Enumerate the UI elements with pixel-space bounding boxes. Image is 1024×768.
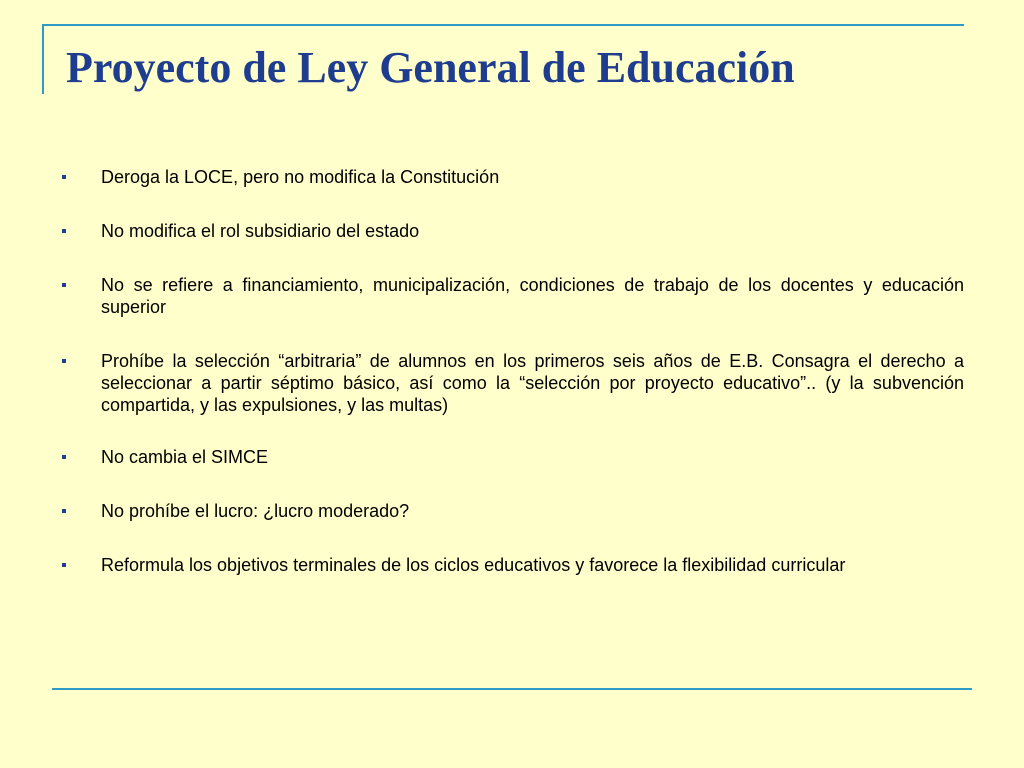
square-bullet-icon <box>62 229 66 233</box>
bullet-item <box>60 274 964 318</box>
bullet-item <box>60 500 964 522</box>
square-bullet-icon <box>62 509 66 513</box>
bullet-text: Reformula los objetivos terminales de los ciclos educativos y favorece la flexibilidad curricular <box>101 555 846 575</box>
slide-title: Proyecto de Ley General de Educación <box>66 43 795 92</box>
bullet-item <box>60 350 964 416</box>
square-bullet-icon <box>62 283 66 287</box>
title-frame-left-line <box>42 24 44 94</box>
bottom-divider-line <box>52 688 972 690</box>
bullet-list <box>60 166 964 608</box>
bullet-text: No modifica el rol subsidiario del estado <box>101 221 420 241</box>
bullet-text: No cambia el SIMCE <box>101 447 269 467</box>
bullet-text: Deroga la LOCE, pero no modifica la Constitución <box>101 167 500 187</box>
bullet-item <box>60 446 964 468</box>
square-bullet-icon <box>62 455 66 459</box>
square-bullet-icon <box>62 175 66 179</box>
square-bullet-icon <box>62 359 66 363</box>
bullet-text: No se refiere a financiamiento, municipalización, condiciones de trabajo de los docentes y educación superior <box>101 275 964 317</box>
bullet-text: No prohíbe el lucro: ¿lucro moderado? <box>101 501 410 521</box>
bullet-item <box>60 554 964 576</box>
square-bullet-icon <box>62 563 66 567</box>
bullet-item <box>60 166 964 188</box>
bullet-text: Prohíbe la selección “arbitraria” de alumnos en los primeros seis años de E.B. Consagra el derecho a seleccionar a partir séptimo básico, así como la “selección por proyecto educativo”.. (y la subvención compartida, y las expulsiones, y las multas) <box>101 351 964 415</box>
bullet-item <box>60 220 964 242</box>
title-frame-top-line <box>42 24 964 26</box>
